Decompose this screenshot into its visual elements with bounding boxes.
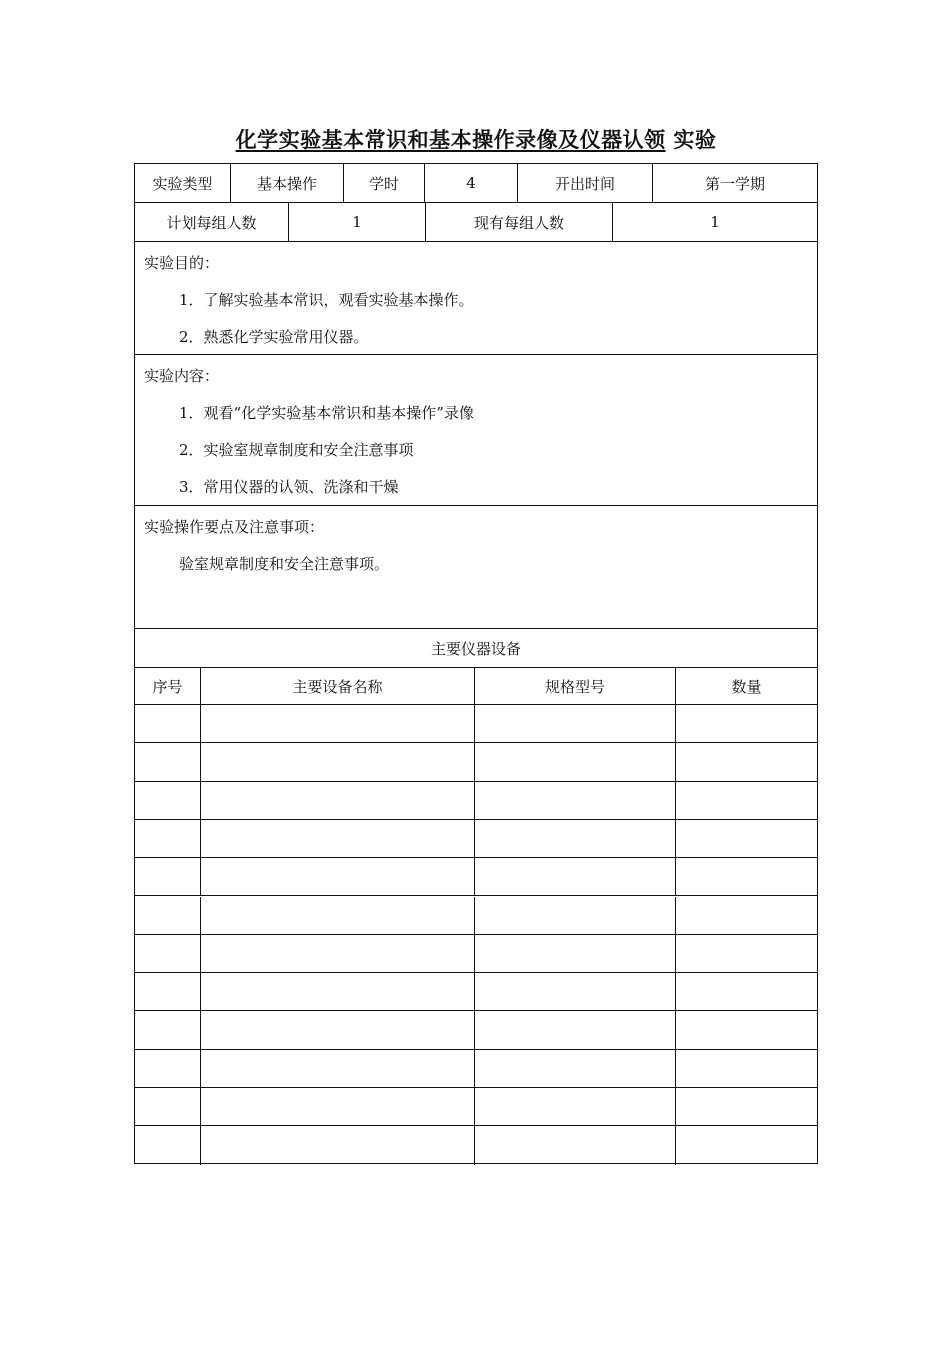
cell-index: [135, 858, 201, 895]
cell-name: [201, 935, 475, 972]
content-section: [135, 355, 817, 506]
cell-name: [201, 1126, 475, 1164]
cell-index: [135, 782, 201, 819]
time-label: 开出时间: [518, 164, 653, 202]
cell-index: [135, 1088, 201, 1125]
cell-quantity: [676, 705, 817, 742]
cell-quantity: [676, 935, 817, 972]
notes-heading: 实验操作要点及注意事项：: [144, 518, 325, 536]
col-header-quantity: 数量: [731, 677, 762, 696]
cell-quantity: [676, 973, 817, 1010]
table-row: [135, 1050, 817, 1088]
cell-model: [475, 858, 676, 895]
purpose-heading: 实验目的：: [144, 254, 220, 272]
hours-value: 4: [425, 164, 518, 202]
table-row: [135, 897, 817, 935]
cell-model: [475, 705, 676, 742]
experiment-form-table: [134, 163, 818, 1164]
cell-quantity: [676, 1126, 817, 1164]
cell-model: [475, 782, 676, 819]
table-row: [135, 782, 817, 820]
purpose-item: 2．熟悉化学实验常用仪器。: [179, 328, 369, 346]
cell-name: [201, 782, 475, 819]
hours-label: 学时: [344, 164, 425, 202]
content-item: 3．常用仪器的认领、洗涤和干燥: [179, 478, 399, 496]
table-row: [135, 858, 817, 896]
table-row: [135, 1088, 817, 1126]
table-row: [135, 973, 817, 1011]
cell-name: [201, 1050, 475, 1087]
table-row: [135, 743, 817, 781]
equipment-header-row: [135, 668, 817, 705]
notes-text: 验室规章制度和安全注意事项。: [179, 555, 390, 573]
cell-model: [475, 743, 676, 780]
document-title: [0, 124, 952, 154]
cell-quantity: [676, 782, 817, 819]
cell-model: [475, 1126, 676, 1164]
cell-model: [475, 820, 676, 857]
cell-index: [135, 1011, 201, 1048]
cell-name: [201, 973, 475, 1010]
cell-index: [135, 973, 201, 1010]
cell-quantity: [676, 897, 817, 934]
col-header-name: 主要设备名称: [201, 668, 475, 704]
cell-index: [135, 1126, 201, 1164]
content-heading: 实验内容：: [144, 367, 220, 385]
cell-name: [201, 705, 475, 742]
planned-value: 1: [289, 203, 426, 241]
cell-index: [135, 935, 201, 972]
cell-name: [201, 1088, 475, 1125]
cell-model: [475, 1088, 676, 1125]
cell-index: [135, 897, 201, 934]
content-item: 1．观看“化学实验基本常识和基本操作”录像: [179, 404, 474, 422]
cell-quantity: [676, 1088, 817, 1125]
cell-quantity: [676, 1011, 817, 1048]
cell-model: [475, 897, 676, 934]
cell-model: [475, 973, 676, 1010]
notes-section: [135, 506, 817, 629]
cell-name: [201, 858, 475, 895]
cell-model: [475, 935, 676, 972]
cell-quantity: [676, 858, 817, 895]
cell-index: [135, 743, 201, 780]
info-row-2: [135, 203, 817, 242]
cell-index: [135, 705, 201, 742]
type-value: 基本操作: [231, 164, 344, 202]
equipment-heading-row: [135, 629, 817, 668]
cell-name: [201, 1011, 475, 1048]
table-row: [135, 705, 817, 743]
time-value: 第一学期: [704, 174, 765, 193]
purpose-item: 1．了解实验基本常识，观看实验基本操作。: [179, 291, 474, 309]
cell-index: [135, 1050, 201, 1087]
table-row: [135, 1126, 817, 1164]
cell-quantity: [676, 820, 817, 857]
table-row: [135, 1011, 817, 1049]
title-main: 化学实验基本常识和基本操作录像及仪器认领: [235, 127, 666, 152]
cell-name: [201, 820, 475, 857]
info-row-1: [135, 164, 817, 203]
current-value: 1: [710, 213, 720, 231]
table-row: [135, 820, 817, 858]
purpose-section: [135, 242, 817, 355]
equipment-heading: 主要仪器设备: [430, 639, 521, 658]
cell-model: [475, 1050, 676, 1087]
table-row: [135, 935, 817, 973]
planned-label: 计划每组人数: [135, 203, 289, 241]
cell-quantity: [676, 1050, 817, 1087]
cell-name: [201, 897, 475, 934]
col-header-index: 序号: [135, 668, 201, 704]
col-header-model: 规格型号: [475, 668, 676, 704]
cell-name: [201, 743, 475, 780]
cell-quantity: [676, 743, 817, 780]
content-item: 2．实验室规章制度和安全注意事项: [179, 441, 414, 459]
cell-model: [475, 1011, 676, 1048]
title-suffix: 实验: [673, 127, 717, 152]
current-label: 现有每组人数: [426, 203, 613, 241]
type-label: 实验类型: [135, 164, 231, 202]
cell-index: [135, 820, 201, 857]
